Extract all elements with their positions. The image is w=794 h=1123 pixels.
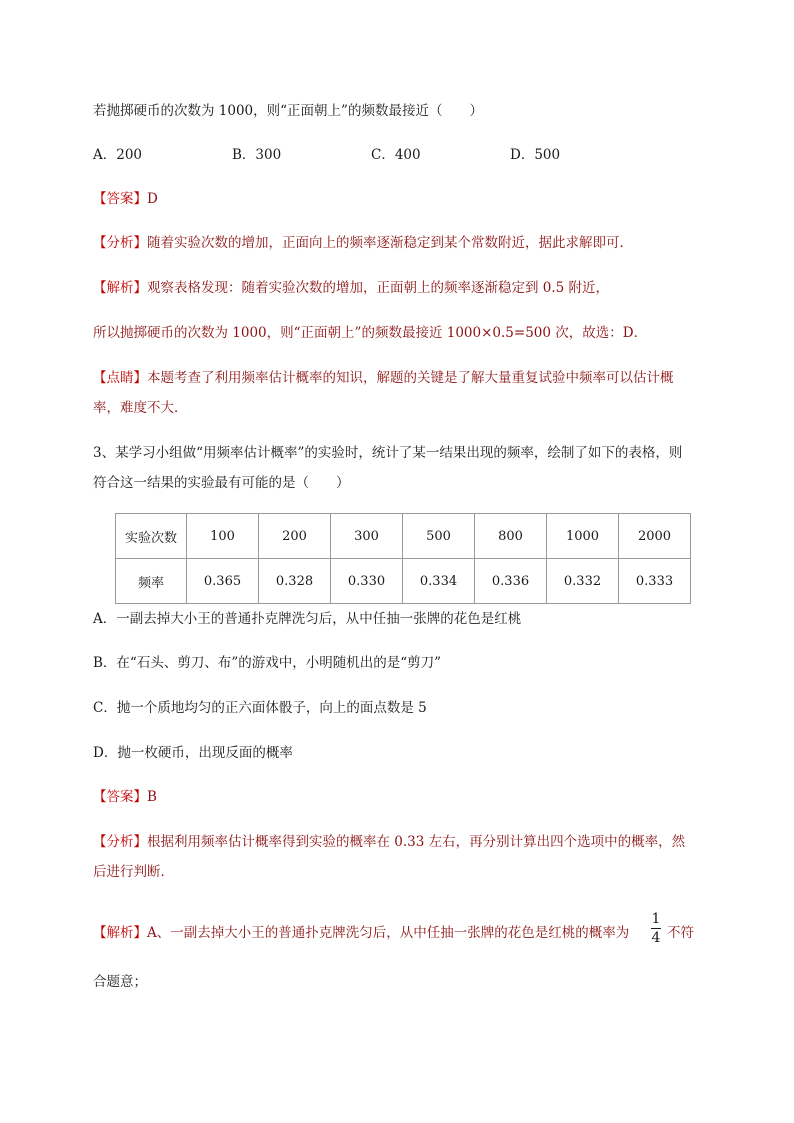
solution-text-1: A、一副去掉大小王的普通扑克牌洗匀后，从中任抽一张牌的花色是红桃的概率为 xyxy=(147,925,630,941)
solution-tag: 【解析】 xyxy=(93,925,147,941)
q3-solution-line-1-end: 不符 xyxy=(667,925,694,941)
option-a: A．200 xyxy=(93,147,143,163)
answer-value: D xyxy=(147,191,158,207)
q3-answer-line xyxy=(93,787,157,807)
q3-option-c: C．抛一个质地均匀的正六面体骰子，向上的面点数是 5 xyxy=(93,700,427,716)
q3-analysis-line-1 xyxy=(93,832,685,852)
table-cell: 300 xyxy=(331,514,403,559)
table-cell: 0.365 xyxy=(187,559,259,604)
fraction-denominator: 4 xyxy=(651,930,661,946)
option-b: B．300 xyxy=(232,147,282,163)
q3-option-d: D．抛一枚硬币，出现反面的概率 xyxy=(93,745,293,761)
comment-line-1 xyxy=(93,368,674,388)
solution-tag: 【解析】 xyxy=(93,280,147,296)
table-cell: 2000 xyxy=(619,514,691,559)
table-row-trials xyxy=(116,514,691,559)
answer-tag: 【答案】 xyxy=(93,789,147,805)
table-cell: 0.333 xyxy=(619,559,691,604)
option-d: D．500 xyxy=(510,147,561,163)
table-cell: 100 xyxy=(187,514,259,559)
q3-analysis-line-2: 后进行判断． xyxy=(93,864,174,880)
answer-tag: 【答案】 xyxy=(93,191,147,207)
answer-value: B xyxy=(147,789,157,805)
solution-line-2: 所以抛掷硬币的次数为 1000，则“正面朝上”的频数最接近 1000×0.5=500 次，故选：D． xyxy=(93,325,648,341)
option-c: C．400 xyxy=(371,147,421,163)
answer-line xyxy=(93,189,158,209)
table-cell: 0.328 xyxy=(259,559,331,604)
comment-tag: 【点睛】 xyxy=(93,370,147,386)
table-header-frequency: 频率 xyxy=(116,559,187,604)
q3-stem-line-2: 符合这一结果的实验最有可能的是（ ） xyxy=(93,475,350,491)
table-cell: 0.334 xyxy=(403,559,475,604)
analysis-text-1: 根据利用频率估计概率得到实验的概率在 0.33 左右，再分别计算出四个选项中的概率，然 xyxy=(147,834,686,850)
table-cell: 200 xyxy=(259,514,331,559)
fraction-one-quarter xyxy=(651,911,661,946)
q3-option-b: B．在“石头、剪刀、布”的游戏中，小明随机出的是“剪刀” xyxy=(93,655,442,671)
table-row-frequency xyxy=(116,559,691,604)
table-cell: 0.332 xyxy=(547,559,619,604)
analysis-tag: 【分析】 xyxy=(93,834,147,850)
analysis-line xyxy=(93,233,633,253)
table-cell: 0.336 xyxy=(475,559,547,604)
analysis-text: 随着实验次数的增加，正面向上的频率逐渐稳定到某个常数附近，据此求解即可． xyxy=(147,235,633,251)
q3-solution-line-2: 合题意； xyxy=(93,974,147,990)
table-cell: 0.330 xyxy=(331,559,403,604)
fraction-bar xyxy=(651,928,661,929)
fraction-numerator: 1 xyxy=(651,911,661,927)
table-cell: 1000 xyxy=(547,514,619,559)
question-stem: 若抛掷硬币的次数为 1000，则“正面朝上”的频数最接近（ ） xyxy=(93,103,483,119)
comment-line-2: 率，难度不大． xyxy=(93,400,188,416)
table-cell: 800 xyxy=(475,514,547,559)
table-header-trials: 实验次数 xyxy=(116,514,187,559)
q3-option-a: A．一副去掉大小王的普通扑克牌洗匀后，从中任抽一张牌的花色是红桃 xyxy=(93,611,522,627)
q3-solution-line-1 xyxy=(93,923,629,943)
analysis-tag: 【分析】 xyxy=(93,235,147,251)
solution-line-1 xyxy=(93,278,609,298)
frequency-table xyxy=(115,513,691,604)
q3-stem-line-1: 3、某学习小组做“用频率估计概率”的实验时，统计了某一结果出现的频率，绘制了如下的表格，则 xyxy=(93,445,683,461)
solution-text-1: 观察表格发现：随着实验次数的增加，正面朝上的频率逐渐稳定到 0.5 附近， xyxy=(147,280,610,296)
table-cell: 500 xyxy=(403,514,475,559)
comment-text-1: 本题考查了利用频率估计概率的知识，解题的关键是了解大量重复试验中频率可以估计概 xyxy=(147,370,674,386)
